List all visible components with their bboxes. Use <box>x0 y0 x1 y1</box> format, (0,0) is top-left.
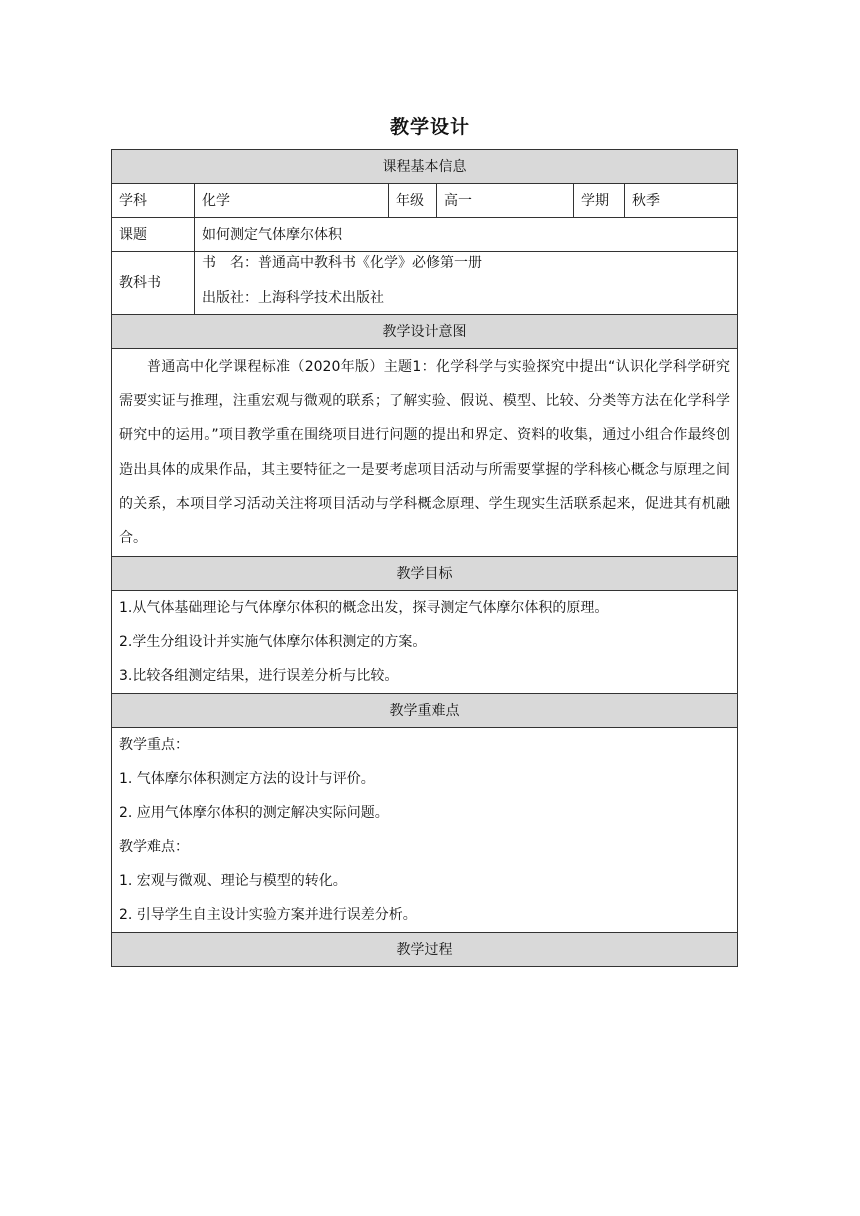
textbook-row <box>112 252 738 315</box>
topic-value: 如何测定气体摩尔体积 <box>195 218 738 252</box>
objective-item: 2.学生分组设计并实施气体摩尔体积测定的方案。 <box>119 634 427 651</box>
term-value: 秋季 <box>625 184 738 218</box>
subject-value: 化学 <box>195 184 389 218</box>
publisher-value: 上海科学技术出版社 <box>258 290 384 306</box>
objectives-cell <box>112 591 738 694</box>
objectives-header-row <box>112 557 738 591</box>
grade-value: 高一 <box>437 184 574 218</box>
publisher-label: 出版社： <box>202 290 258 306</box>
objective-item: 1.从气体基础理论与气体摩尔体积的概念出发，探寻测定气体摩尔体积的原理。 <box>119 600 609 617</box>
objective-item: 3.比较各组测定结果，进行误差分析与比较。 <box>119 668 399 685</box>
course-info-header: 课程基本信息 <box>112 150 738 184</box>
textbook-label: 教科书 <box>112 252 195 315</box>
course-info-header-row <box>112 150 738 184</box>
key-point-item: 1. 气体摩尔体积测定方法的设计与评价。 <box>119 771 375 788</box>
key-points-header-row <box>112 694 738 728</box>
book-name-value: 普通高中教科书《化学》必修第一册 <box>258 255 482 271</box>
book-name-label: 书 名： <box>202 255 258 271</box>
topic-label: 课题 <box>112 218 195 252</box>
objectives-header: 教学目标 <box>112 557 738 591</box>
grade-label: 年级 <box>389 184 437 218</box>
key-point-item: 2. 应用气体摩尔体积的测定解决实际问题。 <box>119 805 389 822</box>
key-points-cell <box>112 728 738 933</box>
textbook-details <box>195 252 738 315</box>
subject-grade-term-row <box>112 184 738 218</box>
book-name-line <box>202 252 730 287</box>
subject-label: 学科 <box>112 184 195 218</box>
design-intent-text: 普通高中化学课程标准（2020年版）主题1：化学科学与实验探究中提出“认识化学科学研究需要实证与推理，注重宏观与微观的联系；了解实验、假说、模型、比较、分类等方法在化学科学研究中的运用。”项目教学重在围绕项目进行问题的提出和界定、资料的收集，通过小组合作最终创造出具体的成果作品，其主要特征之一是要考虑项目活动与所需要掌握的学科核心概念与原理之间的关系，本项目学习活动关注将项目活动与学科概念原理、学生现实生活联系起来，促进其有机融合。 <box>119 359 730 547</box>
process-header: 教学过程 <box>112 933 738 967</box>
key-points-row <box>112 728 738 933</box>
publisher-line <box>202 287 730 314</box>
design-intent-row <box>112 349 738 557</box>
difficult-points-label: 教学难点： <box>119 839 189 856</box>
process-header-row <box>112 933 738 967</box>
difficult-point-item: 2. 引导学生自主设计实验方案并进行误差分析。 <box>119 907 417 924</box>
objectives-row <box>112 591 738 694</box>
key-points-header: 教学重难点 <box>112 694 738 728</box>
difficult-point-item: 1. 宏观与微观、理论与模型的转化。 <box>119 873 347 890</box>
term-label: 学期 <box>574 184 625 218</box>
design-intent-header-row <box>112 315 738 349</box>
key-points-label: 教学重点： <box>119 737 189 754</box>
design-intent-header: 教学设计意图 <box>112 315 738 349</box>
design-intent-cell <box>112 349 738 557</box>
page-title: 教学设计 <box>389 116 470 138</box>
topic-row <box>112 218 738 252</box>
lesson-design-table <box>111 149 738 967</box>
